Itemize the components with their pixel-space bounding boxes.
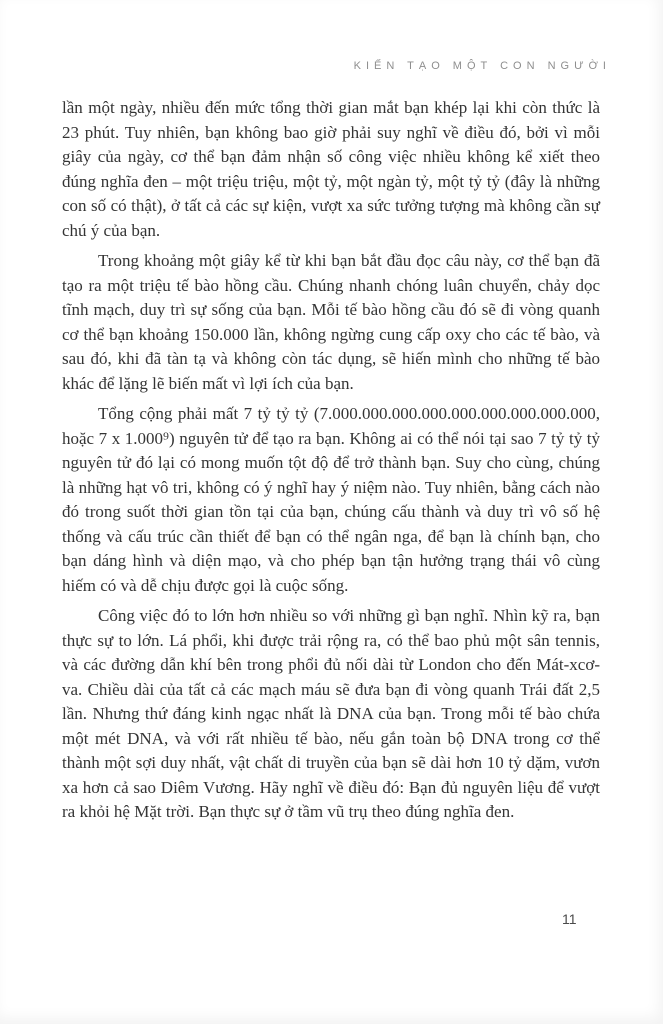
paragraph: Tổng cộng phải mất 7 tỷ tỷ tỷ (7.000.000.000.000.000.000.000.000.000, hoặc 7 x 1.000⁹) nguyên tử để tạo ra bạn. Không ai có thể nói tại sao 7 tỷ tỷ tỷ nguyên tử đó lại có mong muốn tột độ để trở thành bạn. Suy cho cùng, chúng là những hạt vô tri, không có ý nghĩ hay ý niệm nào. Tuy nhiên, bằng cách nào đó trong suốt thời gian tồn tại của bạn, chúng cấu thành và duy trì vô số hệ thống và cấu trúc cần thiết để bạn có thể ngân nga, để bạn là chính bạn, cho bạn dáng hình và diện mạo, và cho phép bạn tận hưởng trạng thái vô cùng hiếm có và dễ chịu được gọi là cuộc sống.: [62, 404, 600, 595]
paragraph: lần một ngày, nhiều đến mức tổng thời gian mắt bạn khép lại khi còn thức là 23 phút. Tuy nhiên, bạn không bao giờ phải suy nghĩ về điều đó, bởi vì mỗi giây của ngày, cơ thể bạn đảm nhận số công việc nhiều không kể xiết theo đúng nghĩa đen – một triệu triệu, một tỷ, một ngàn tỷ, một tỷ tỷ (đây là những con số có thật), ở tất cả các sự kiện, vượt xa sức tưởng tượng mà không cần sự chú ý của bạn.: [62, 98, 600, 240]
paragraph: Công việc đó to lớn hơn nhiều so với những gì bạn nghĩ. Nhìn kỹ ra, bạn thực sự to lớn. Lá phổi, khi được trải rộng ra, có thể bao phủ một sân tennis, và các đường dẫn khí bên trong phổi đủ nối dài từ London cho đến Mát-xcơ-va. Chiều dài của tất cả các mạch máu sẽ đưa bạn đi vòng quanh Trái đất 2,5 lần. Nhưng thứ đáng kinh ngạc nhất là DNA của bạn. Trong mỗi tế bào chứa một mét DNA, và với rất nhiều tế bào, nếu gắn toàn bộ DNA trong cơ thể thành một sợi duy nhất, vật chất di truyền của bạn sẽ dài hơn 10 tỷ dặm, vươn xa hơn cả sao Diêm Vương. Hãy nghĩ về điều đó: Bạn đủ nguyên liệu để vượt ra khỏi hệ Mặt trời. Bạn thực sự ở tầm vũ trụ theo đúng nghĩa đen.: [62, 606, 600, 821]
paragraph: Trong khoảng một giây kể từ khi bạn bắt đầu đọc câu này, cơ thể bạn đã tạo ra một triệu tế bào hồng cầu. Chúng nhanh chóng luân chuyển, chảy dọc tĩnh mạch, duy trì sự sống của bạn. Mỗi tế bào hồng cầu đó sẽ đi vòng quanh cơ thể bạn khoảng 150.000 lần, không ngừng cung cấp oxy cho các tế bào, và sau đó, khi đã tàn tạ và không còn tác dụng, sẽ hiến mình cho những tế bào khác để lặng lẽ biến mất vì lợi ích của bạn.: [62, 251, 600, 393]
running-head: KIẾN TẠO MỘT CON NGƯỜI: [353, 60, 611, 72]
page-body: [62, 96, 600, 831]
page-number: 11: [562, 911, 577, 927]
